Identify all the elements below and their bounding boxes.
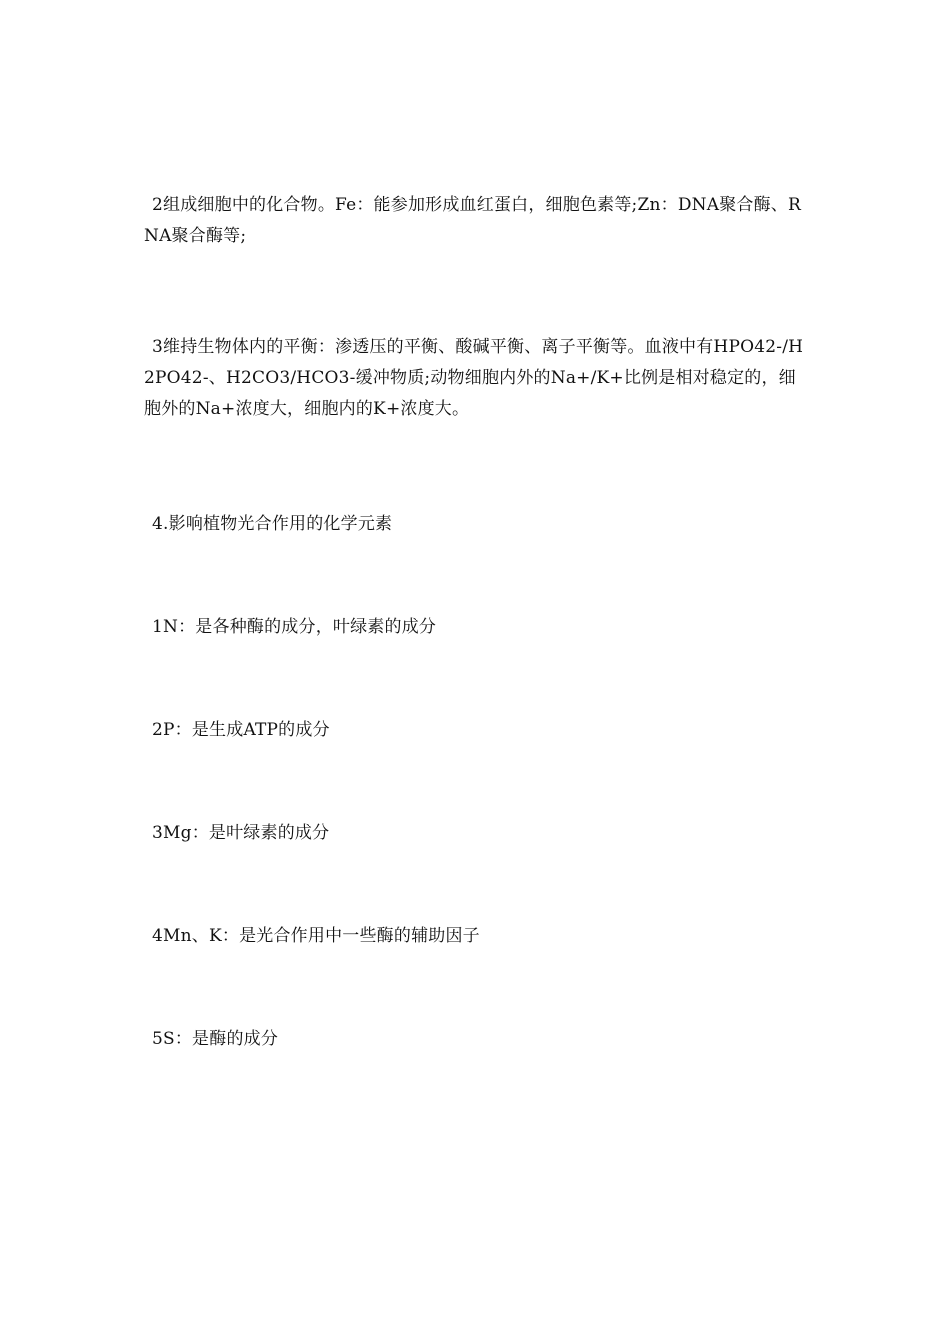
paragraph-text: 3维持生物体内的平衡：渗透压的平衡、酸碱平衡、离子平衡等。血液中有HPO42-/H2PO42-、H2CO3/HCO3-缓冲物质;动物细胞内外的Na+/K+比例是相对稳定的，细胞外的Na+浓度大，细胞内的K+浓度大。: [144, 337, 804, 419]
heading-text: 4.影响植物光合作用的化学元素: [152, 514, 393, 534]
paragraph-balance: [144, 332, 808, 425]
list-item-phosphorus: [144, 715, 808, 746]
section-heading-photosynthesis-elements: [144, 509, 808, 540]
list-item-text: 5S：是酶的成分: [152, 1029, 279, 1049]
list-item-nitrogen: [144, 612, 808, 643]
list-item-sulfur: [144, 1024, 808, 1055]
list-item-text: 4Mn、K：是光合作用中一些酶的辅助因子: [152, 926, 480, 946]
list-item-text: 1N：是各种酶的成分，叶绿素的成分: [152, 617, 437, 637]
paragraph-compounds: [144, 190, 808, 252]
list-item-text: 2P：是生成ATP的成分: [152, 720, 330, 740]
paragraph-text: 2组成细胞中的化合物。Fe：能参加形成血红蛋白，细胞色素等;Zn：DNA聚合酶、RNA聚合酶等;: [144, 195, 802, 246]
list-item-text: 3Mg：是叶绿素的成分: [152, 823, 330, 843]
list-item-manganese-potassium: [144, 921, 808, 952]
list-item-magnesium: [144, 818, 808, 849]
